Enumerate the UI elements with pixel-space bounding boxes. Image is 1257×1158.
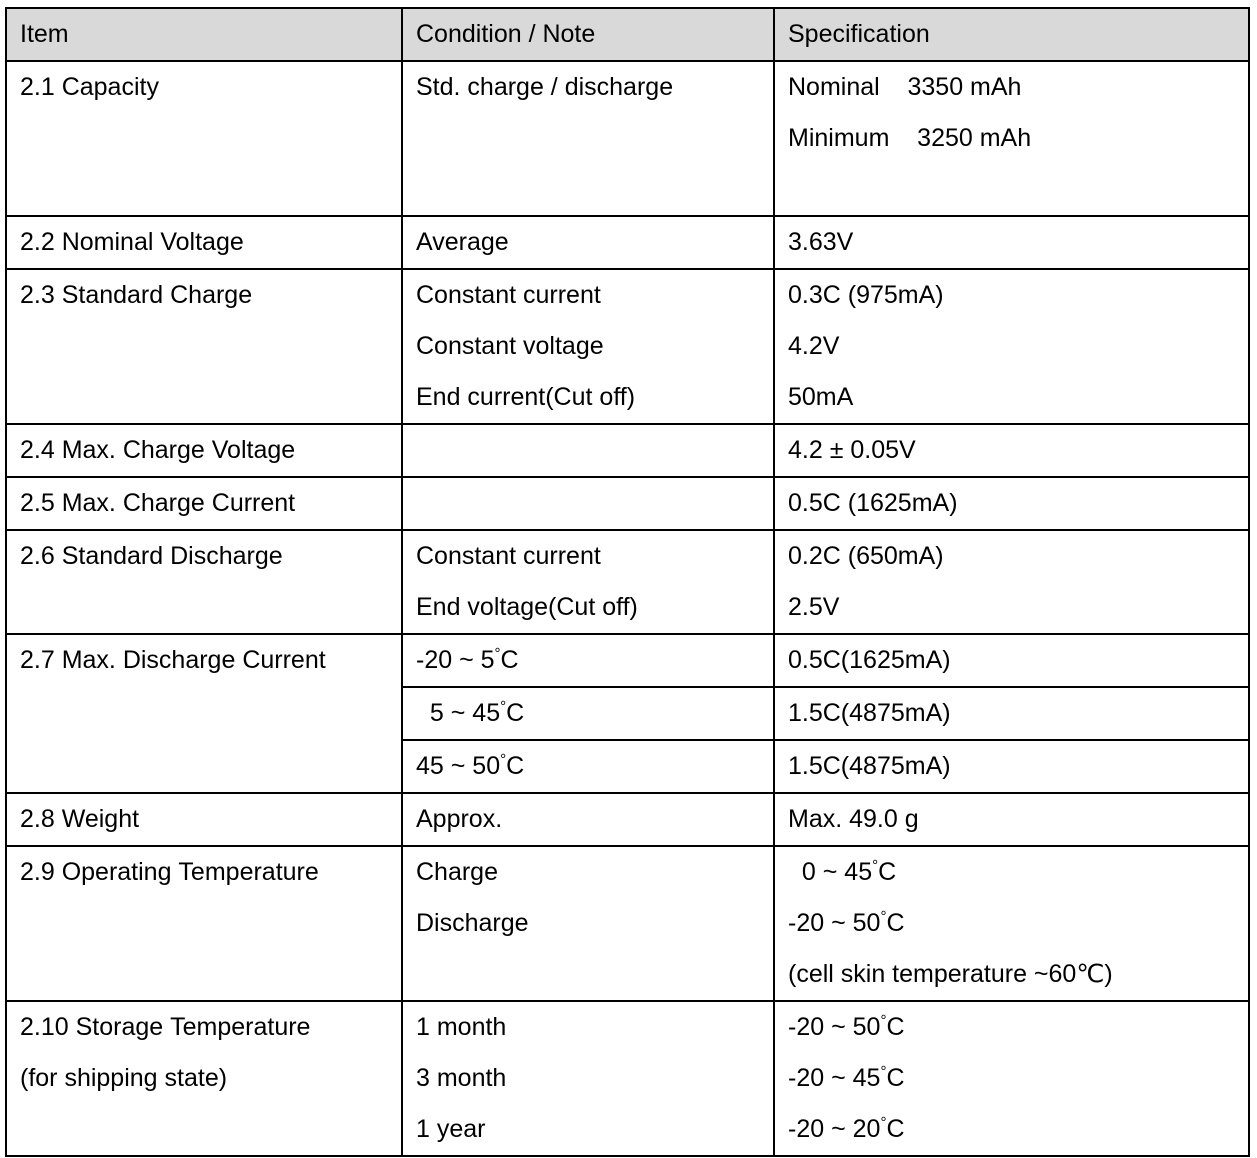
condition-text: End voltage(Cut off) — [416, 593, 638, 621]
item-text: 2.8 Weight — [20, 805, 140, 833]
table-row — [6, 216, 1249, 269]
specification-text: 1.5C(4875mA) — [788, 699, 951, 727]
specification-cell — [774, 846, 1249, 1001]
item-text: (for shipping state) — [20, 1064, 228, 1092]
item-text: 2.3 Standard Charge — [20, 281, 253, 309]
condition-text: -20 ~ 5°C — [416, 645, 519, 674]
specification-cell — [774, 530, 1249, 634]
condition-text: Constant current — [416, 542, 601, 570]
specification-cell — [774, 1001, 1249, 1156]
specification-cell — [774, 634, 1249, 687]
degree-mark: ° — [500, 751, 507, 768]
specification-text: 4.2V — [788, 332, 840, 360]
condition-cell — [402, 846, 774, 1001]
condition-text: 1 year — [416, 1115, 486, 1143]
condition-text: Charge — [416, 858, 498, 886]
condition-text — [416, 425, 773, 476]
specification-text: 4.2 ± 0.05V — [788, 436, 916, 464]
condition-cell — [402, 634, 774, 687]
table-row — [6, 477, 1249, 530]
condition-cell — [402, 216, 774, 269]
specification-cell — [774, 216, 1249, 269]
specification-text: Minimum 3250 mAh — [788, 124, 1032, 152]
condition-text: Approx. — [416, 805, 503, 833]
item-cell — [6, 1001, 402, 1156]
header-item: Item — [6, 8, 402, 61]
item-text: 2.4 Max. Charge Voltage — [20, 436, 296, 464]
specification-cell — [774, 687, 1249, 740]
item-cell — [6, 216, 402, 269]
condition-text: End current(Cut off) — [416, 383, 636, 411]
condition-text: Constant current — [416, 281, 601, 309]
condition-text: 1 month — [416, 1013, 507, 1041]
item-cell — [6, 634, 402, 793]
header-condition: Condition / Note — [402, 8, 774, 61]
condition-text: 5 ~ 45°C — [416, 698, 525, 727]
specification-text: 0.5C (1625mA) — [788, 489, 958, 517]
condition-text: Discharge — [416, 909, 529, 937]
item-cell — [6, 793, 402, 846]
specification-cell — [774, 424, 1249, 477]
condition-text: Std. charge / discharge — [416, 73, 674, 101]
item-cell — [6, 530, 402, 634]
specification-text: -20 ~ 50°C — [788, 908, 905, 937]
table-row — [6, 61, 1249, 216]
degree-mark: ° — [500, 698, 507, 715]
degree-mark: ° — [872, 857, 879, 874]
specification-text: -20 ~ 45°C — [788, 1063, 905, 1092]
specification-text: Nominal 3350 mAh — [788, 73, 1022, 101]
specification-text: 1.5C(4875mA) — [788, 752, 951, 780]
item-text: 2.2 Nominal Voltage — [20, 228, 244, 256]
degree-mark: ° — [880, 1012, 887, 1029]
specification-cell — [774, 740, 1249, 793]
specification-cell — [774, 477, 1249, 530]
item-text: 2.1 Capacity — [20, 73, 159, 101]
specification-text: (cell skin temperature ~60℃) — [788, 960, 1113, 988]
specification-text: -20 ~ 50°C — [788, 1012, 905, 1041]
condition-text: Constant voltage — [416, 332, 604, 360]
condition-cell — [402, 530, 774, 634]
item-cell — [6, 61, 402, 216]
spec-table — [5, 7, 1250, 1157]
condition-cell — [402, 269, 774, 424]
item-cell — [6, 846, 402, 1001]
condition-text: Average — [416, 228, 509, 256]
degree-mark: ° — [880, 908, 887, 925]
specification-text: 0.5C(1625mA) — [788, 646, 951, 674]
item-text: 2.5 Max. Charge Current — [20, 489, 296, 517]
specification-text — [788, 164, 1248, 215]
condition-text — [416, 478, 773, 529]
condition-text: 3 month — [416, 1064, 507, 1092]
degree-mark: ° — [494, 645, 501, 662]
item-text: 2.6 Standard Discharge — [20, 542, 283, 570]
specification-text: 0.3C (975mA) — [788, 281, 944, 309]
degree-mark: ° — [880, 1114, 887, 1131]
condition-cell — [402, 793, 774, 846]
table-row — [6, 530, 1249, 634]
specification-text: 3.63V — [788, 228, 854, 256]
condition-cell — [402, 61, 774, 216]
item-cell — [6, 477, 402, 530]
header-specification: Specification — [774, 8, 1249, 61]
condition-text: 45 ~ 50°C — [416, 751, 525, 780]
table-header-row — [6, 8, 1249, 61]
item-cell — [6, 269, 402, 424]
table-row — [6, 846, 1249, 1001]
specification-text: 50mA — [788, 383, 854, 411]
item-text: 2.9 Operating Temperature — [20, 858, 319, 886]
condition-cell — [402, 424, 774, 477]
table-row — [6, 634, 1249, 687]
table-row — [6, 1001, 1249, 1156]
condition-cell — [402, 477, 774, 530]
specification-cell — [774, 793, 1249, 846]
specification-text: 0.2C (650mA) — [788, 542, 944, 570]
degree-mark: ° — [880, 1063, 887, 1080]
specification-text: 2.5V — [788, 593, 840, 621]
table-row — [6, 793, 1249, 846]
condition-cell — [402, 687, 774, 740]
condition-cell — [402, 740, 774, 793]
condition-cell — [402, 1001, 774, 1156]
specification-text: 0 ~ 45°C — [788, 857, 897, 886]
item-text: 2.7 Max. Discharge Current — [20, 646, 326, 674]
table-row — [6, 269, 1249, 424]
condition-text — [416, 949, 773, 1000]
item-text: 2.10 Storage Temperature — [20, 1013, 311, 1041]
specification-cell — [774, 269, 1249, 424]
item-cell — [6, 424, 402, 477]
specification-text: -20 ~ 20°C — [788, 1114, 905, 1143]
table-body — [6, 61, 1249, 1156]
table-row — [6, 424, 1249, 477]
specification-text: Max. 49.0 g — [788, 805, 919, 833]
specification-cell — [774, 61, 1249, 216]
